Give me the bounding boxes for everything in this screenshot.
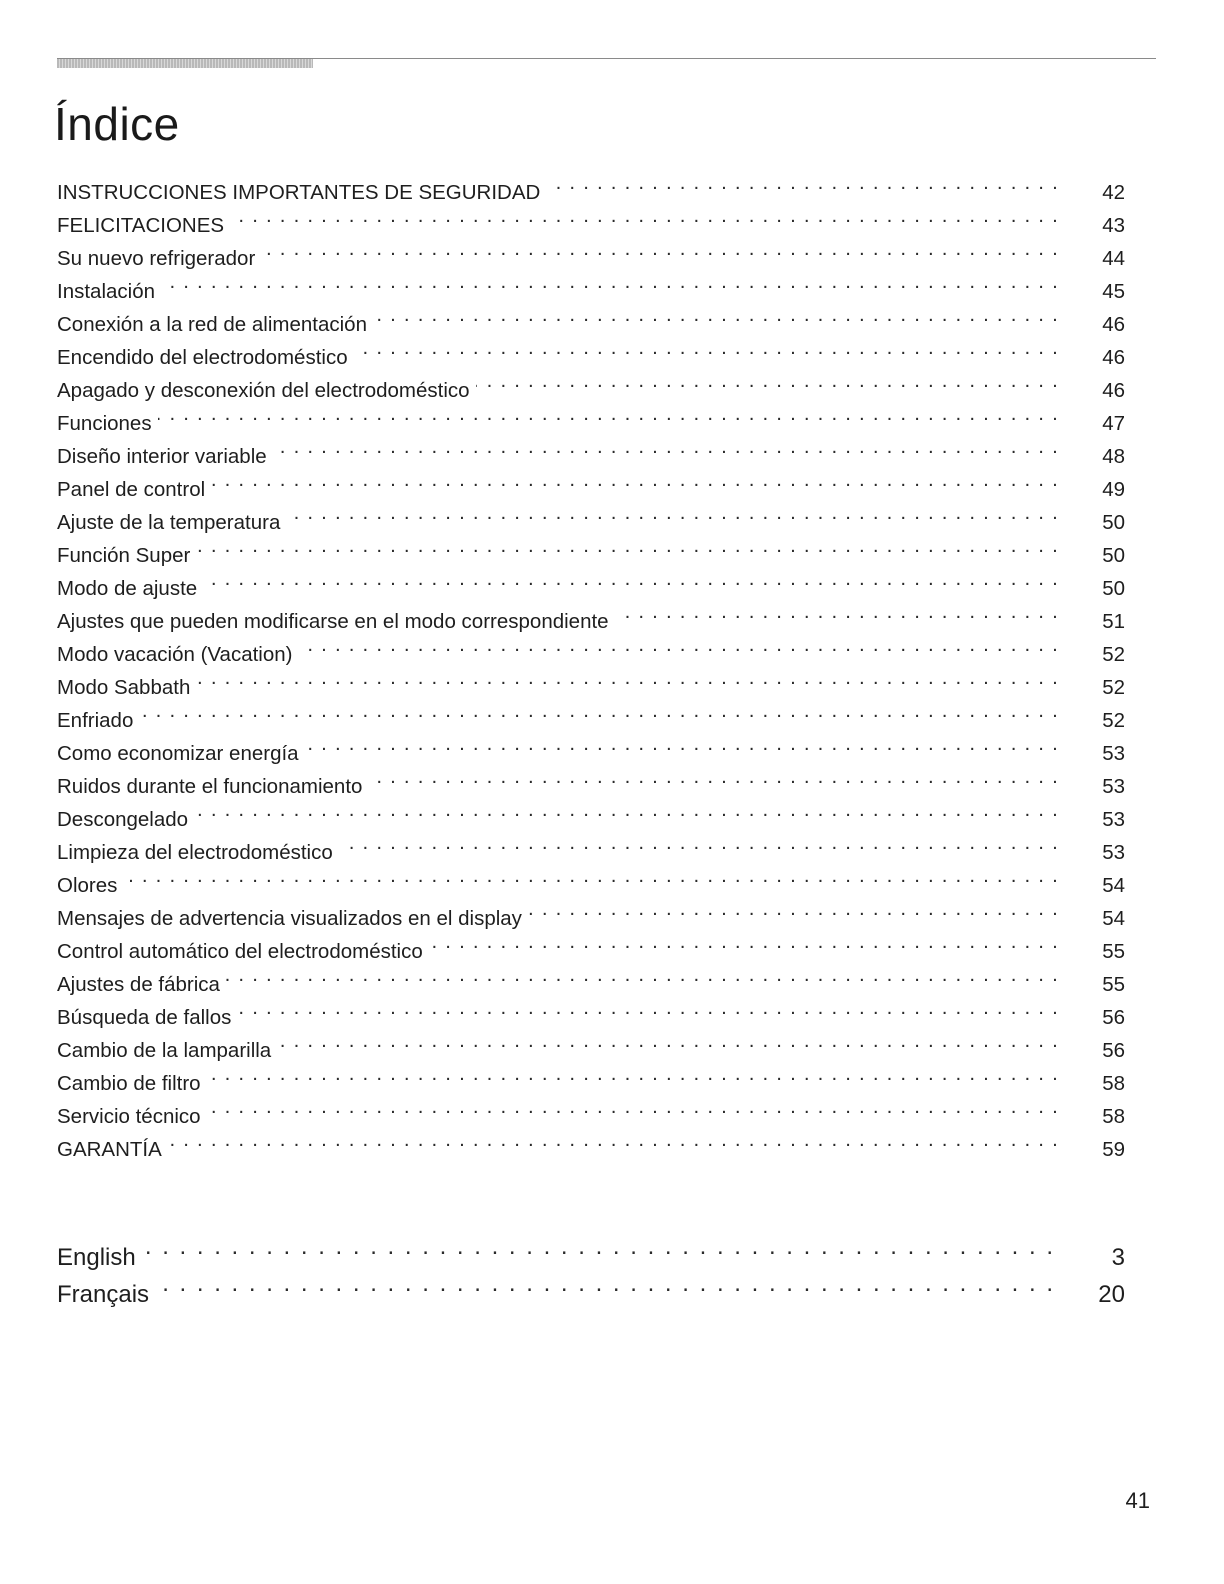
toc-entry-label: Cambio de la lamparilla [57,1039,272,1062]
dot-leader [373,298,1059,331]
toc-entry-page: 53 [1102,841,1125,864]
toc-entry[interactable] [57,529,1125,567]
toc-entry-page: 58 [1102,1072,1125,1095]
page-number: 41 [1125,1488,1150,1513]
toc-entry[interactable] [57,397,1125,435]
toc-entry[interactable] [57,727,1125,765]
toc-entry-label: Modo vacación (Vacation) [57,643,293,666]
dot-leader [305,727,1059,760]
language-entry-page: 3 [1111,1244,1125,1271]
dot-leader [226,958,1059,991]
toc-entry-label: Ajustes que pueden modificarse en el modo correspondiente [57,610,609,633]
toc-entry-label: Descongelado [57,808,189,831]
dot-leader [139,694,1059,727]
dot-leader [615,595,1059,628]
toc-entry-page: 46 [1102,313,1125,336]
toc-entry[interactable] [57,166,1125,204]
toc-entry-label: GARANTÍA [57,1138,162,1161]
toc-entry[interactable] [57,1057,1125,1095]
toc-entry[interactable] [57,859,1125,897]
toc-entry-label: Ajustes de fábrica [57,973,220,996]
dot-leader [546,166,1059,199]
toc-entry-page: 54 [1102,907,1125,930]
toc-entry-page: 55 [1102,973,1125,996]
toc-entry-page: 50 [1102,577,1125,600]
toc-entry[interactable] [57,892,1125,930]
page-title: Índice [54,98,180,150]
toc-entry-page: 53 [1102,808,1125,831]
toc-entry-label: Ajuste de la temperatura [57,511,281,534]
toc-entry-label: Limpieza del electrodoméstico [57,841,333,864]
table-of-contents [57,166,1125,1161]
toc-entry[interactable] [57,793,1125,831]
toc-entry-page: 58 [1102,1105,1125,1128]
dot-leader [286,496,1059,529]
dot-leader [211,463,1059,496]
dot-leader [207,1057,1059,1090]
toc-entry-label: INSTRUCCIONES IMPORTANTES DE SEGURIDAD [57,181,541,204]
toc-entry-page: 44 [1102,247,1125,270]
dot-leader [339,826,1059,859]
dot-leader [528,892,1059,925]
toc-entry[interactable] [57,1123,1125,1161]
dot-leader [261,232,1059,265]
toc-entry-page: 59 [1102,1138,1125,1161]
language-index [57,1228,1125,1308]
toc-entry-page: 53 [1102,775,1125,798]
toc-entry-label: Mensajes de advertencia visualizados en el display [57,907,522,930]
toc-entry-page: 46 [1102,379,1125,402]
toc-entry-page: 50 [1102,544,1125,567]
dot-leader [429,925,1059,958]
toc-entry-label: Instalación [57,280,156,303]
toc-entry[interactable] [57,694,1125,732]
toc-entry-label: Búsqueda de fallos [57,1006,232,1029]
dot-leader [368,760,1059,793]
toc-entry-label: Conexión a la red de alimentación [57,313,367,336]
toc-entry-label: Servicio técnico [57,1105,201,1128]
dot-leader [196,529,1059,562]
dot-leader [158,397,1059,430]
toc-entry[interactable] [57,463,1125,501]
toc-entry[interactable] [57,562,1125,600]
language-entry-label: Français [57,1281,150,1308]
toc-entry[interactable] [57,298,1125,336]
toc-entry-page: 45 [1102,280,1125,303]
toc-entry-label: FELICITACIONES [57,214,225,237]
toc-entry-label: Encendido del electrodoméstico [57,346,348,369]
toc-entry-label: Panel de control [57,478,206,501]
toc-entry-page: 47 [1102,412,1125,435]
language-entry-label: English [57,1244,136,1271]
toc-entry[interactable] [57,1090,1125,1128]
header-accent-bar [57,59,313,68]
toc-entry-page: 52 [1102,643,1125,666]
toc-entry-label: Control automático del electrodoméstico [57,940,423,963]
toc-entry-label: Ruidos durante el funcionamiento [57,775,363,798]
toc-entry-label: Diseño interior variable [57,445,267,468]
language-entry-francais[interactable] [57,1265,1125,1308]
dot-leader [207,1090,1059,1123]
dot-leader [299,628,1060,661]
dot-leader [161,265,1059,298]
dot-leader [194,793,1059,826]
toc-entry[interactable] [57,265,1125,303]
dot-leader [230,199,1059,232]
toc-entry-label: Modo de ajuste [57,577,198,600]
toc-entry[interactable] [57,826,1125,864]
toc-entry-page: 54 [1102,874,1125,897]
toc-entry-page: 50 [1102,511,1125,534]
toc-entry-page: 48 [1102,445,1125,468]
toc-entry-page: 52 [1102,676,1125,699]
toc-entry-label: Cambio de filtro [57,1072,201,1095]
language-entry-page: 20 [1098,1281,1125,1308]
toc-entry-page: 42 [1102,181,1125,204]
toc-entry-label: Apagado y desconexión del electrodoméstico [57,379,470,402]
toc-entry[interactable] [57,496,1125,534]
toc-entry-page: 55 [1102,940,1125,963]
toc-entry-page: 52 [1102,709,1125,732]
toc-entry-label: Olores [57,874,118,897]
dot-leader [203,562,1059,595]
toc-entry-page: 49 [1102,478,1125,501]
toc-entry-label: Enfriado [57,709,134,732]
dot-leader [277,1024,1059,1057]
toc-entry-label: Funciones [57,412,152,435]
dot-leader [196,661,1059,694]
toc-entry-page: 46 [1102,346,1125,369]
toc-entry-label: Modo Sabbath [57,676,191,699]
toc-entry-label: Como economizar energía [57,742,299,765]
toc-entry-page: 53 [1102,742,1125,765]
dot-leader [237,991,1059,1024]
toc-entry-page: 56 [1102,1039,1125,1062]
toc-entry[interactable] [57,430,1125,468]
toc-entry[interactable] [57,595,1125,633]
dot-leader [144,1228,1055,1265]
dot-leader [168,1123,1059,1156]
toc-entry-page: 43 [1102,214,1125,237]
dot-leader [354,331,1059,364]
dot-leader [157,1265,1055,1302]
dot-leader [123,859,1059,892]
language-entry-english[interactable] [57,1228,1125,1271]
dot-leader [476,364,1059,397]
toc-entry-label: Su nuevo refrigerador [57,247,256,270]
dot-leader [273,430,1059,463]
toc-entry-page: 56 [1102,1006,1125,1029]
toc-entry-page: 51 [1102,610,1125,633]
toc-entry-label: Función Super [57,544,191,567]
toc-entry[interactable] [57,661,1125,699]
